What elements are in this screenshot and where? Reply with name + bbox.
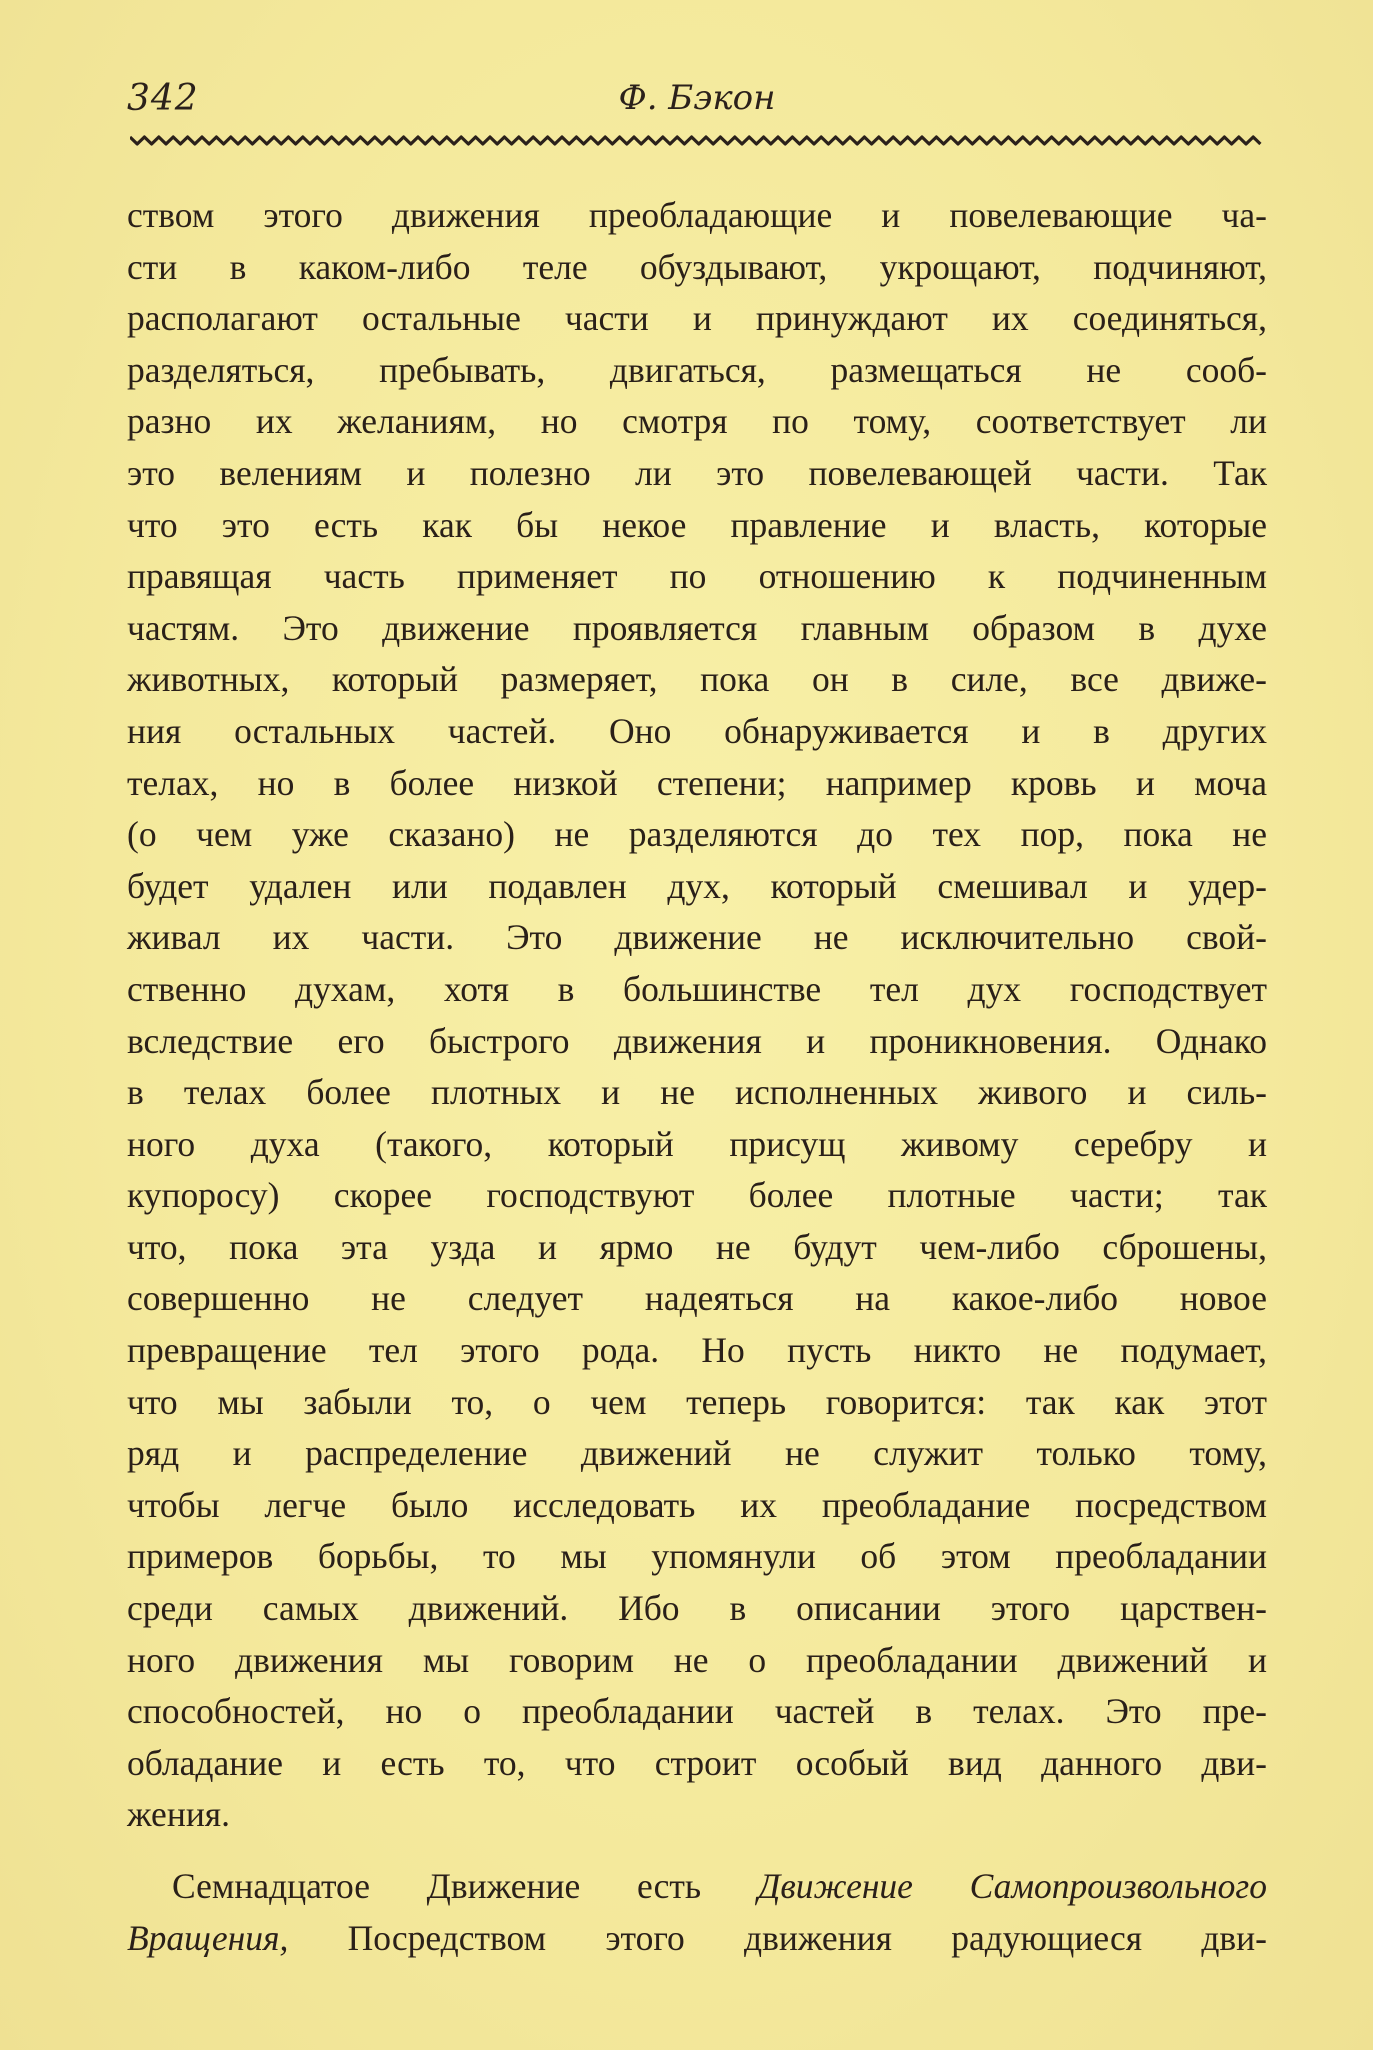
text-line: жения. (127, 1794, 231, 1835)
text-line: способностей, но о преобладании частей в телах. Это пре- (127, 1691, 1267, 1732)
text-line: это велениям и полезно ли это повелевающей части. Так (127, 452, 1267, 493)
text-line: располагают остальные части и принуждают их соединяться, (127, 298, 1267, 339)
text-line: ственно духам, хотя в большинстве тел дух господствует (127, 968, 1267, 1009)
paragraph-1 (127, 190, 1267, 1841)
text-line (127, 1913, 1267, 1965)
text-line: среди самых движений. Ибо в описании этого царствен- (127, 1588, 1267, 1629)
text-run: Семнадцатое Движение есть (172, 1866, 758, 1906)
paragraph-2 (127, 1861, 1267, 1964)
text-line: разделяться, пребывать, двигаться, размещаться не сооб- (127, 349, 1267, 390)
text-line: вследствие его быстрого движения и проникновения. Однако (127, 1020, 1267, 1061)
text-line: животных, который размеряет, пока он в силе, все движе- (127, 659, 1267, 700)
text-line: превращение тел этого рода. Но пусть никто не подумает, (127, 1330, 1267, 1371)
text-line: частям. Это движение проявляется главным образом в духе (127, 607, 1267, 648)
text-line: ного духа (такого, который присущ живому серебру и (127, 1123, 1267, 1164)
text-line: совершенно не следует надеяться на какое-либо новое (127, 1278, 1267, 1319)
text-line: что мы забыли то, о чем теперь говорится: так как этот (127, 1381, 1267, 1422)
text-line: в телах более плотных и не исполненных живого и силь- (127, 1072, 1267, 1113)
text-line: правящая часть применяет по отношению к подчиненным (127, 556, 1267, 597)
text-line: ного движения мы говорим не о преобладании движений и (127, 1639, 1267, 1680)
text-line: ния остальных частей. Оно обнаруживается и в других (127, 710, 1267, 751)
page-number: 342 (127, 78, 199, 119)
text-line: телах, но в более низкой степени; например кровь и моча (127, 762, 1267, 803)
text-line: живал их части. Это движение не исключительно свой- (127, 917, 1267, 958)
main-text (127, 190, 1267, 1964)
italic-term: Вращения, (127, 1917, 289, 1958)
text-line: (о чем уже сказано) не разделяются до тех пор, пока не (127, 814, 1267, 855)
text-line: будет удален или подавлен дух, который смешивал и удер- (127, 865, 1267, 906)
page-header (127, 78, 1267, 128)
text-line: разно их желаниям, но смотря по тому, соответствует ли (127, 401, 1267, 442)
text-line: ряд и распределение движений не служит только тому, (127, 1433, 1267, 1474)
text-line: что, пока эта узда и ярмо не будут чем-либо сброшены, (127, 1226, 1267, 1267)
text-line: что это есть как бы некое правление и власть, которые (127, 504, 1267, 545)
text-line: сти в каком-либо теле обуздывают, укрощают, подчиняют, (127, 246, 1267, 287)
text-line: обладание и есть то, что строит особый вид данного дви- (127, 1742, 1267, 1783)
running-head: Ф. Бэкон (618, 78, 776, 118)
text-line (127, 1861, 1267, 1913)
text-line: купоросу) скорее господствуют более плотные части; так (127, 1175, 1267, 1216)
italic-term: Движение Самопроизвольного (757, 1866, 1267, 1906)
text-run: Посредством этого движения радующиеся дви- (288, 1917, 1267, 1958)
text-line: ством этого движения преобладающие и повелевающие ча- (127, 195, 1267, 235)
header-rule-ornament (130, 132, 1266, 148)
text-line: чтобы легче было исследовать их преобладание посредством (127, 1484, 1267, 1525)
text-line: примеров борьбы, то мы упомянули об этом преобладании (127, 1536, 1267, 1577)
